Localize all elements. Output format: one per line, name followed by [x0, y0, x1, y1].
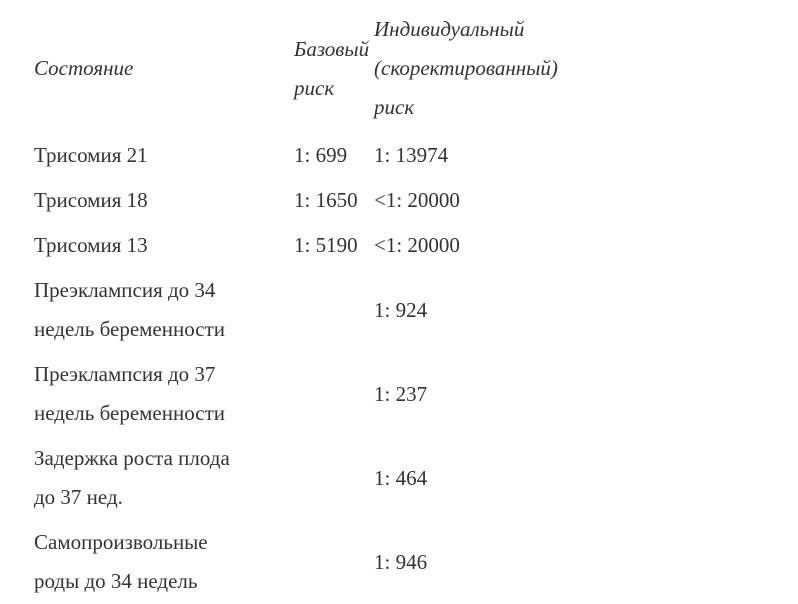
condition-text-line2: недель беременности [34, 317, 225, 341]
condition-text: Трисомия 18 [34, 188, 148, 212]
individual-risk-cell: 1: 13974 [374, 143, 449, 167]
condition-cell [26, 520, 286, 604]
header-individual-risk [372, 4, 592, 133]
table-row [26, 268, 592, 352]
table-row [26, 352, 592, 436]
condition-cell [26, 436, 286, 520]
condition-text-line2: до 37 нед. [34, 485, 123, 509]
condition-text: Трисомия 21 [34, 143, 148, 167]
base-risk-cell [286, 352, 372, 436]
condition-cell [26, 268, 286, 352]
table-row [26, 133, 592, 178]
header-individual-risk-line2: (скоректированный) [374, 56, 558, 80]
header-base-risk-line1: Базовый [294, 36, 370, 61]
condition-text-line2: роды до 34 недель [34, 569, 198, 593]
condition-text-line1: Самопроизвольные [34, 530, 208, 554]
condition-cell [26, 133, 286, 178]
header-base-risk-line2: риск [294, 75, 335, 100]
condition-cell [26, 223, 286, 268]
base-risk-cell: 1: 699 [294, 143, 348, 167]
condition-text-line1: Задержка роста плода [34, 446, 230, 470]
header-condition [26, 4, 286, 133]
base-risk-cell [286, 520, 372, 604]
individual-risk-cell: 1: 924 [374, 297, 428, 322]
individual-risk-cell: <1: 20000 [374, 188, 460, 212]
table-row [26, 178, 592, 223]
individual-risk-cell: <1: 20000 [374, 233, 460, 257]
condition-text-line2: недель беременности [34, 401, 225, 425]
condition-text-line1: Преэклампсия до 34 [34, 278, 216, 302]
condition-cell [26, 352, 286, 436]
base-risk-cell [286, 268, 372, 352]
individual-risk-cell: 1: 464 [374, 465, 428, 490]
risk-table [26, 4, 592, 604]
header-individual-risk-line1: Индивидуальный [374, 17, 525, 41]
table-row [26, 520, 592, 604]
header-condition-label: Состояние [34, 56, 134, 80]
header-base-risk [286, 4, 372, 133]
individual-risk-cell: 1: 237 [374, 381, 428, 406]
table-header-row [26, 4, 592, 133]
condition-text: Трисомия 13 [34, 233, 148, 257]
individual-risk-cell: 1: 946 [374, 549, 428, 574]
table-row [26, 436, 592, 520]
header-individual-risk-line3: риск [374, 95, 415, 119]
table-row [26, 223, 592, 268]
condition-cell [26, 178, 286, 223]
condition-text-line1: Преэклампсия до 37 [34, 362, 216, 386]
base-risk-cell [286, 436, 372, 520]
base-risk-cell: 1: 1650 [294, 188, 358, 212]
base-risk-cell: 1: 5190 [294, 233, 358, 257]
